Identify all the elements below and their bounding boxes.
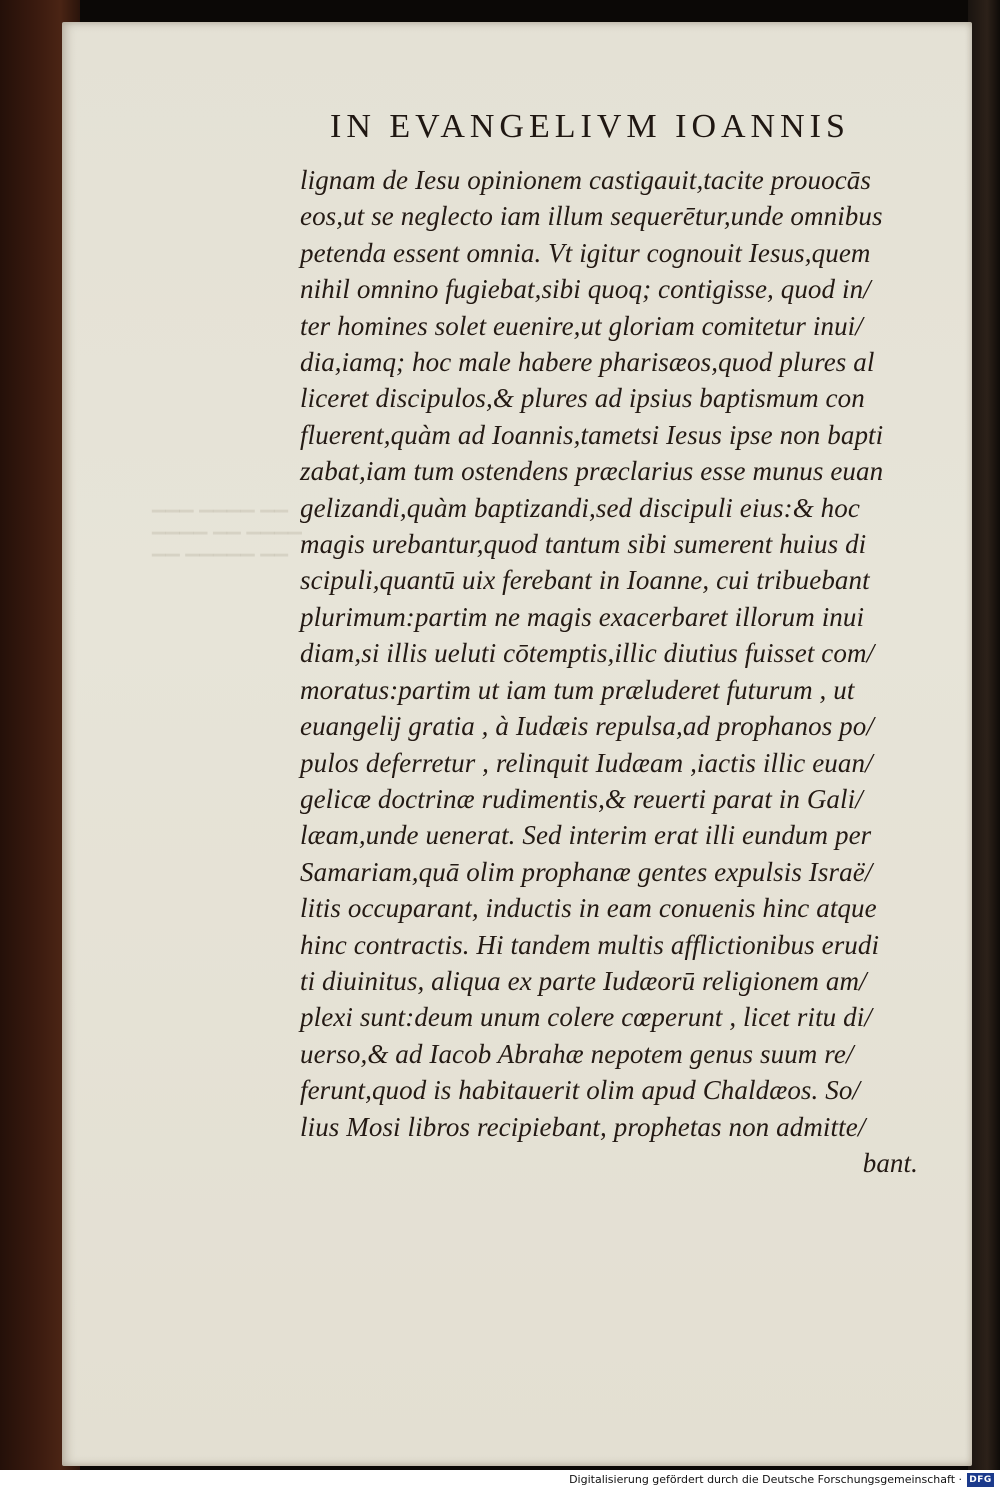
text-line: scipuli,quantū uix ferebant in Ioanne, cui tribuebant xyxy=(300,565,870,596)
text-line: magis urebantur,quod tantum sibi sumerent huius di xyxy=(300,529,867,560)
body-text xyxy=(300,162,930,1181)
text-line: gelicæ doctrinæ rudimentis,& reuerti parat in Gali/ xyxy=(300,783,863,814)
bleed-through-texture: ▁▁▁ ▁▁▁▁ ▁▁ ▁▁▁▁ ▁▁ ▁▁▁▁ ▁▁ ▁▁▁▁▁ ▁▁ xyxy=(152,492,302,557)
text-line: lignam de Iesu opinionem castigauit,tacite prouocās xyxy=(300,165,872,195)
text-line: nihil omnino fugiebat,sibi quoq; contigisse, quod in/ xyxy=(300,274,871,305)
catchword: bant. xyxy=(862,1147,918,1178)
text-line: hinc contractis. Hi tandem multis afflictionibus erudi xyxy=(300,929,880,960)
text-line: plexi sunt:deum unum colere cœperunt , licet ritu di/ xyxy=(300,1002,872,1033)
footer-bar xyxy=(0,1470,1000,1491)
text-line: moratus:partim ut iam tum præluderet futurum , ut xyxy=(300,674,855,705)
text-line: Samariam,quā olim prophanæ gentes expulsis Israë/ xyxy=(300,856,873,887)
text-line: plurimum:partim ne magis exacerbaret illorum inui xyxy=(300,601,865,632)
text-line: ti diuinitus, aliqua ex parte Iudæorū religionem am/ xyxy=(300,965,867,996)
text-line: ferunt,quod is habitauerit olim apud Chaldæos. So/ xyxy=(300,1075,861,1106)
text-line: ter homines solet euenire,ut gloriam comitetur inui/ xyxy=(300,310,863,341)
text-line: diam,si illis ueluti cōtemptis,illic diutius fuisset com/ xyxy=(300,638,875,669)
funding-credit: Digitalisierung gefördert durch die Deutsche Forschungsgemeinschaft · xyxy=(569,1473,962,1486)
text-line: gelizandi,quàm baptizandi,sed discipuli eius:& hoc xyxy=(300,492,860,523)
text-line: liceret discipulos,& plures ad ipsius baptismum con xyxy=(300,383,865,414)
text-line: uerso,& ad Iacob Abrahæ nepotem genus suum re/ xyxy=(300,1038,854,1069)
text-line: dia,iamq; hoc male habere pharisæos,quod plures al xyxy=(300,347,875,378)
text-line: euangelij gratia , à Iudæis repulsa,ad prophanos po/ xyxy=(300,711,874,742)
text-line: pulos deferretur , relinquit Iudæam ,iactis illic euan/ xyxy=(300,747,873,778)
text-line: eos,ut se neglecto iam illum sequerētur,unde omnibus xyxy=(300,201,883,232)
running-head: IN EVANGELIVM IOANNIS xyxy=(330,108,850,145)
text-line: lius Mosi libros recipiebant, prophetas non admitte/ xyxy=(300,1111,866,1142)
dfg-logo: DFG xyxy=(967,1473,994,1487)
text-line: fluerent,quàm ad Ioannis,tametsi Iesus ipse non bapti xyxy=(300,419,884,450)
text-line: zabat,iam tum ostendens præclarius esse munus euan xyxy=(300,456,884,487)
text-line: læam,unde uenerat. Sed interim erat illi eundum per xyxy=(300,820,872,851)
text-line: litis occuparant, inductis in eam conuenis hinc atque xyxy=(300,893,877,924)
book-right-edge xyxy=(968,0,1000,1470)
text-line: petenda essent omnia. Vt igitur cognouit Iesus,quem xyxy=(300,237,871,268)
